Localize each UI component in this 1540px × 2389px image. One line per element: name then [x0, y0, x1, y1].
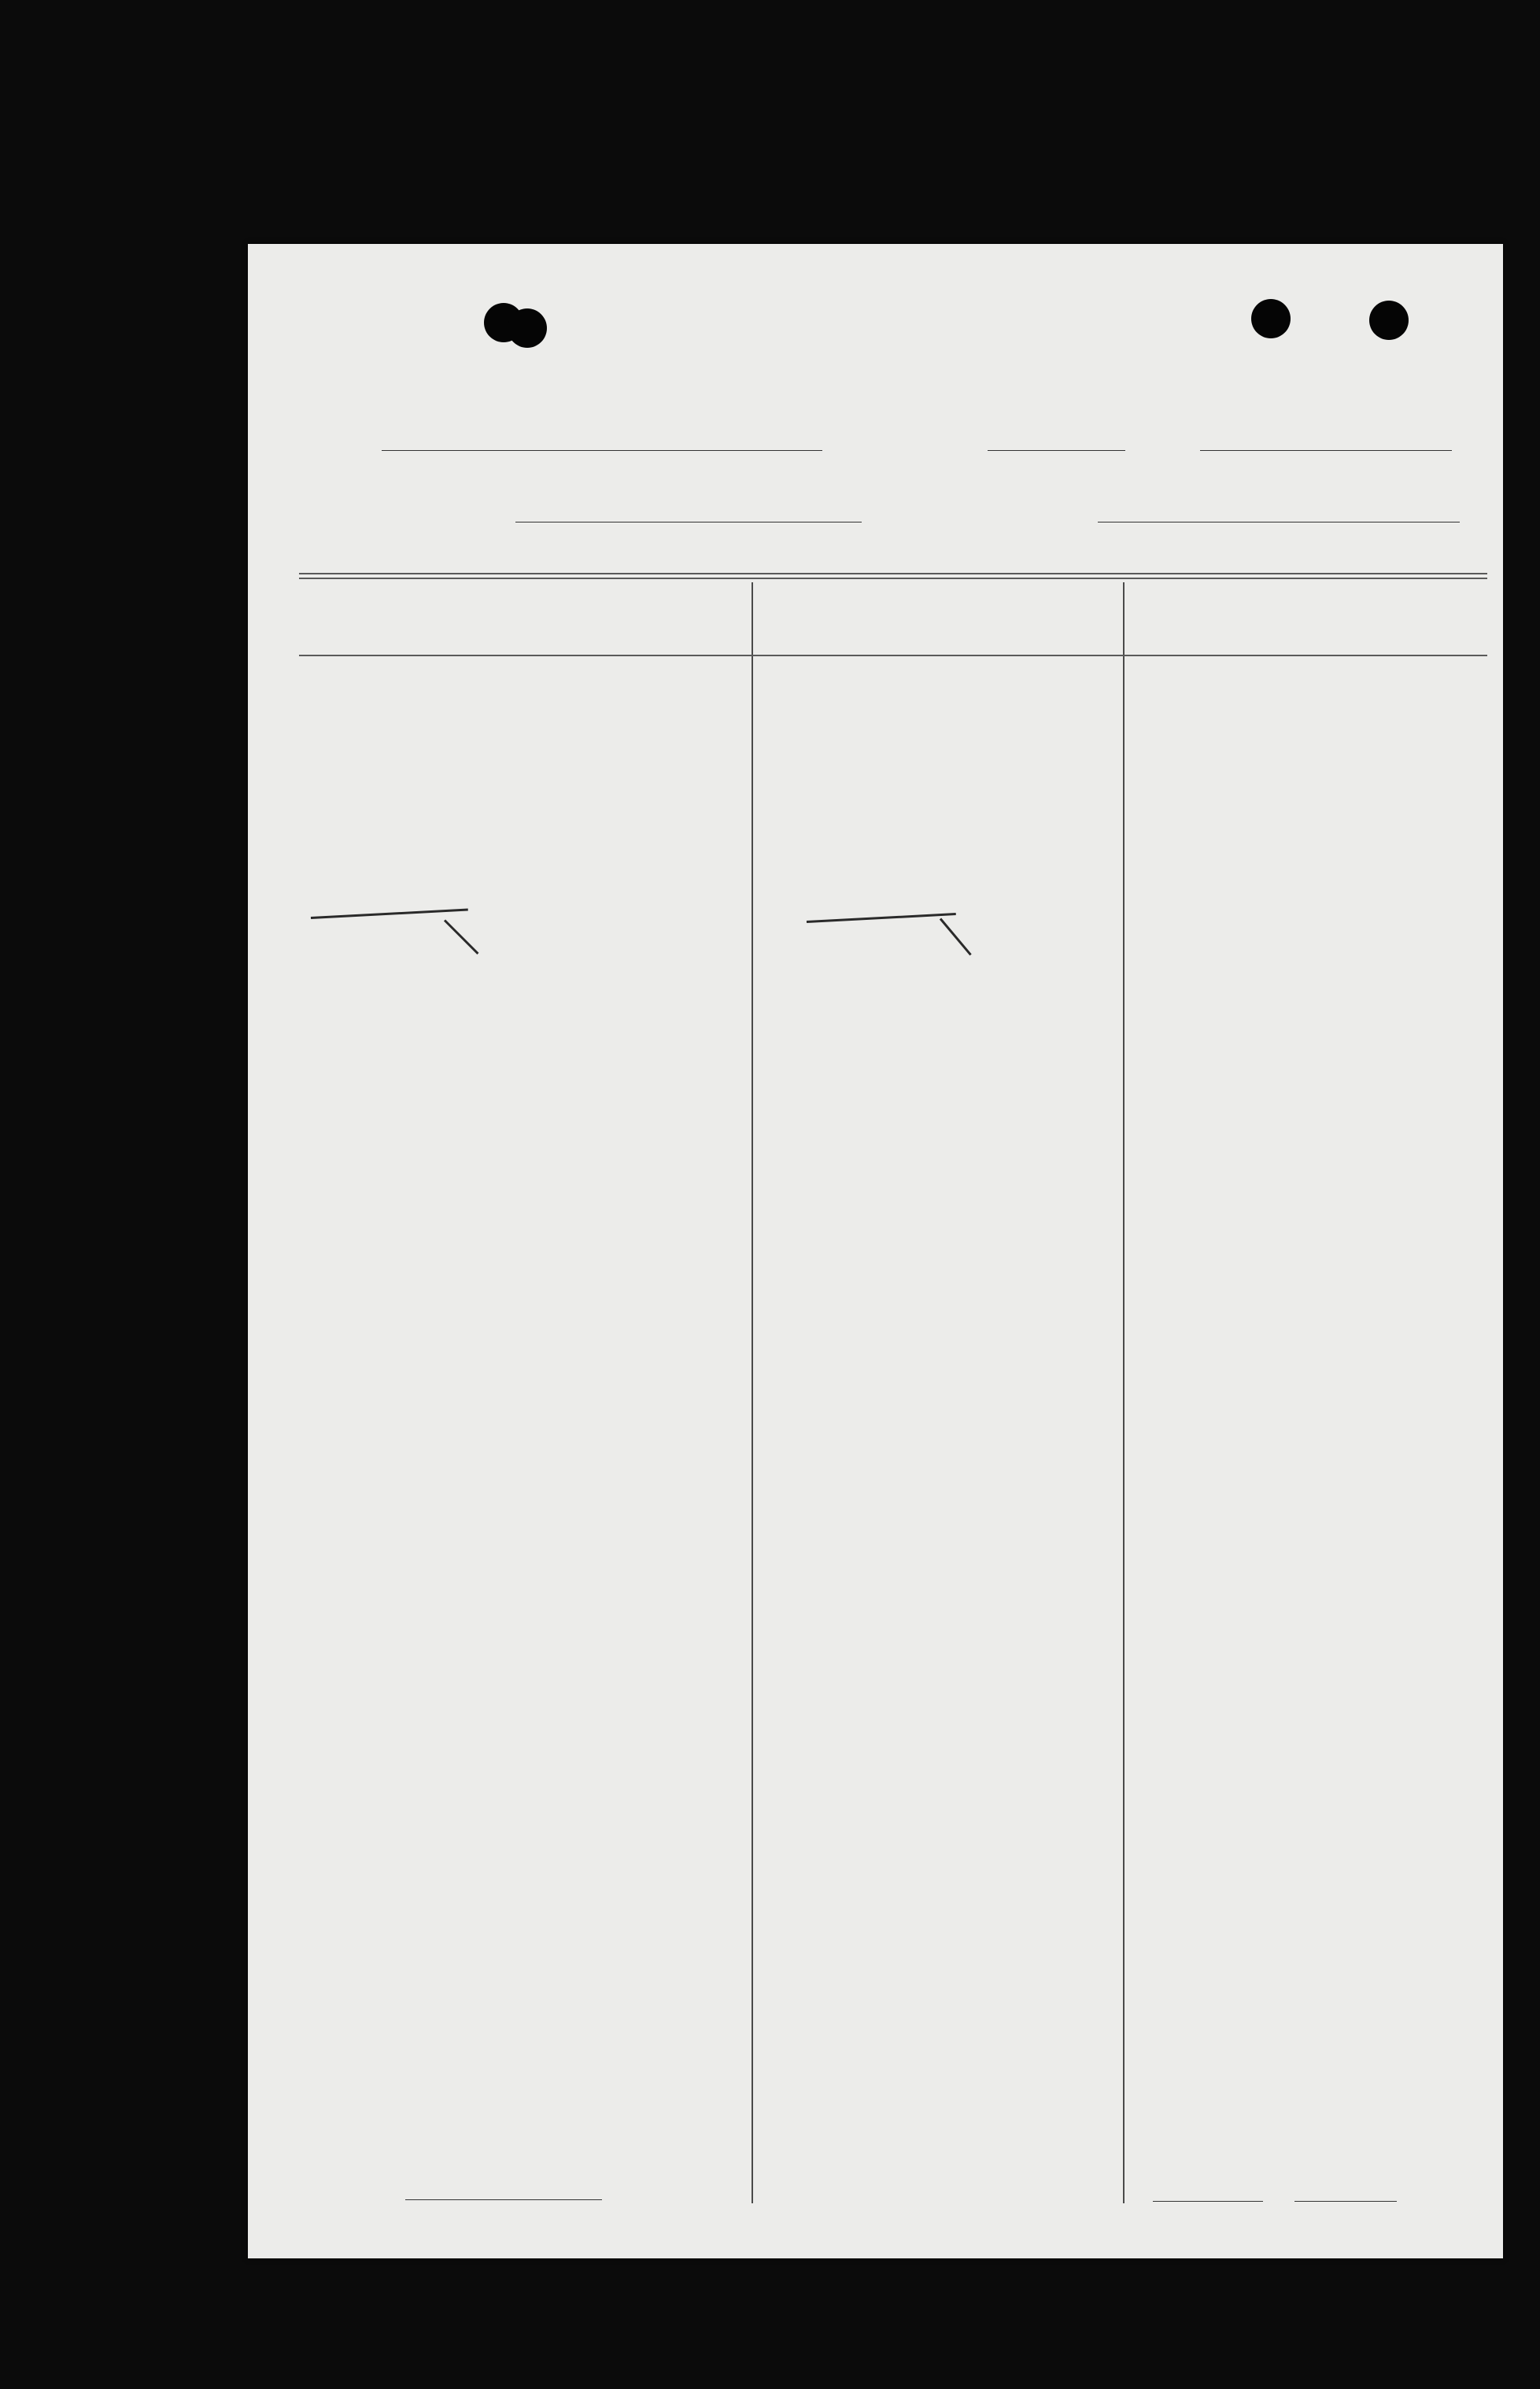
strike-mark: [807, 913, 956, 923]
page-underline: [1153, 2201, 1263, 2202]
table-top-rule: [299, 573, 1487, 574]
column-divider: [752, 582, 753, 2203]
of-underline: [1294, 2201, 1397, 2202]
punch-hole: [1251, 299, 1291, 338]
strike-mark: [940, 918, 972, 956]
aircraft-underline: [382, 450, 822, 451]
punch-hole: [508, 308, 547, 348]
column-divider: [1123, 582, 1125, 2203]
manifest-page: [248, 244, 1503, 2258]
punch-hole: [1369, 301, 1409, 340]
strike-mark: [444, 919, 479, 954]
strike-mark: [311, 909, 468, 919]
table-top-rule: [299, 578, 1487, 579]
date-underline: [1200, 450, 1452, 451]
header-bottom-rule: [299, 655, 1487, 656]
prepared-underline: [405, 2199, 602, 2200]
flight-underline: [988, 450, 1125, 451]
